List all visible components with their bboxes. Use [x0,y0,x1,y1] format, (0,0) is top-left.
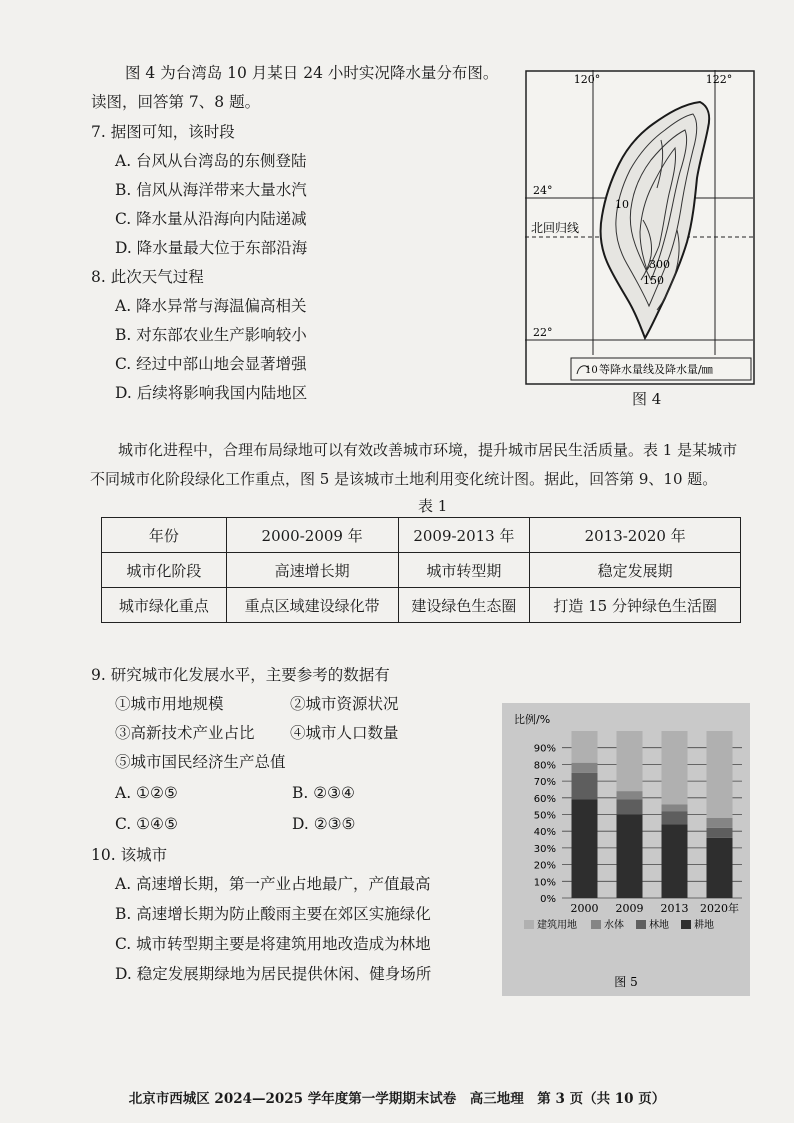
table-cell: 稳定发展期 [530,553,741,588]
q7-option-a: A. 台风从台湾岛的东侧登陆 [115,152,307,170]
table-cell: 2000-2009 年 [226,518,398,553]
table-cell: 城市绿化重点 [102,588,227,623]
q8-option-a: A. 降水异常与海温偏高相关 [115,297,307,315]
bar-segment [572,731,598,763]
q10-stem: 10. 该城市 [91,846,168,864]
bar-segment [617,815,643,899]
legend-text: 等降水量线及降水量/㎜ [599,363,713,376]
intro-7-8-line1: 图 4 为台湾岛 10 月某日 24 小时实况降水量分布图。 [125,64,499,82]
bar-segment [572,773,598,800]
table1-caption: 表 1 [418,497,448,515]
isohyet-10-label: 10 [615,198,629,211]
bar-segment [707,838,733,898]
intro-9-10-line2: 不同城市化阶段绿化工作重点，图 5 是该城市土地利用变化统计图。据此，回答第 9、10 题。 [90,470,718,488]
bar-segment [662,731,688,804]
bar-segment [662,804,688,811]
figure5-caption: 图 5 [614,975,638,989]
bar-segment [707,818,733,828]
table-row [102,553,741,588]
y-tick-label: 10% [533,877,556,889]
q8-stem: 8. 此次天气过程 [91,268,204,286]
q9-item-2: ②城市资源状况 [290,695,399,713]
q9-item-3: ③高新技术产业占比 [115,724,255,742]
legend-symbol-value: 10 [585,365,598,376]
legend-label: 耕地 [694,920,714,931]
table-cell: 高速增长期 [226,553,398,588]
q8-option-d: D. 后续将影响我国内陆地区 [115,384,308,402]
q9-choice-a: A. ①②⑤ [115,784,178,802]
q10-option-d: D. 稳定发展期绿地为居民提供休闲、健身场所 [115,965,432,983]
x-tick-label: 2013 [660,902,689,915]
lat-24-label: 24° [533,184,553,197]
bar-segment [572,763,598,773]
y-tick-label: 40% [533,827,556,839]
table1 [101,517,741,623]
y-tick-label: 0% [540,894,556,905]
q10-option-b: B. 高速增长期为防止酸雨主要在郊区实施绿化 [115,905,431,923]
y-tick-label: 50% [533,810,556,822]
figure5-chart [502,703,750,996]
page-footer: 北京市西城区 2024—2025 学年度第一学期期末试卷 高三地理 第 3 页（共 10 页） [128,1091,666,1107]
bar-segment [617,731,643,791]
tropic-label: 北回归线 [531,221,580,235]
q10-option-c: C. 城市转型期主要是将建筑用地改造成为林地 [115,935,431,953]
isohyet-150-label: 150 [643,274,664,287]
x-tick-label: 2020年 [700,902,739,915]
chart-ylabel: 比例/% [514,713,551,726]
x-tick-label: 2000 [570,902,599,915]
intro-7-8-line2: 读图，回答第 7、8 题。 [91,93,261,111]
legend-swatch [681,920,691,929]
table-row [102,588,741,623]
legend-label: 建筑用地 [537,920,577,931]
legend-swatch [591,920,601,929]
y-tick-label: 90% [533,743,556,755]
q9-item-4: ④城市人口数量 [290,724,399,742]
legend-label: 水体 [604,920,624,931]
bar-segment [572,799,598,898]
y-tick-label: 80% [533,760,556,772]
legend-label: 林地 [649,920,669,931]
legend-swatch [636,920,646,929]
table-cell: 建设绿色生态圈 [398,588,530,623]
table-cell: 2013-2020 年 [530,518,741,553]
y-tick-label: 60% [533,793,556,805]
isohyet-300-label: 300 [649,258,670,271]
figure4-map [525,70,755,385]
intro-9-10-line1: 城市化进程中，合理布局绿地可以有效改善城市环境，提升城市居民生活质量。表 1 是某城市 [118,441,738,459]
x-tick-label: 2009 [615,902,644,915]
y-tick-label: 70% [533,777,556,789]
table-cell: 打造 15 分钟绿色生活圈 [530,588,741,623]
q9-item-1: ①城市用地规模 [115,695,224,713]
table-cell: 城市化阶段 [102,553,227,588]
bar-segment [707,828,733,838]
q9-choice-c: C. ①④⑤ [115,815,178,833]
bar-segment [662,811,688,824]
bar-segment [617,791,643,799]
q9-item-5: ⑤城市国民经济生产总值 [115,753,286,771]
table-cell: 2009-2013 年 [398,518,530,553]
q8-option-b: B. 对东部农业生产影响较小 [115,326,307,344]
q9-choice-b: B. ②③④ [292,784,355,802]
bar-segment [662,825,688,898]
q10-option-a: A. 高速增长期，第一产业占地最广，产值最高 [115,875,431,893]
y-tick-label: 30% [533,843,556,855]
table-row [102,518,741,553]
q9-stem: 9. 研究城市化发展水平，主要参考的数据有 [91,666,390,684]
figure4-caption: 图 4 [632,390,662,408]
q7-option-c: C. 降水量从沿海向内陆递减 [115,210,307,228]
y-tick-label: 20% [533,860,556,872]
lat-22-label: 22° [533,326,553,339]
table-cell: 重点区域建设绿化带 [226,588,398,623]
q7-option-d: D. 降水量最大位于东部沿海 [115,239,308,257]
legend-swatch [524,920,534,929]
q7-stem: 7. 据图可知，该时段 [91,123,235,141]
table-cell: 年份 [102,518,227,553]
q8-option-c: C. 经过中部山地会显著增强 [115,355,307,373]
lon-120-label: 120° [573,73,601,86]
lon-122-label: 122° [705,73,733,86]
table-cell: 城市转型期 [398,553,530,588]
bar-segment [617,799,643,814]
q7-option-b: B. 信风从海洋带来大量水汽 [115,181,307,199]
bar-segment [707,731,733,818]
q9-choice-d: D. ②③⑤ [292,815,356,833]
